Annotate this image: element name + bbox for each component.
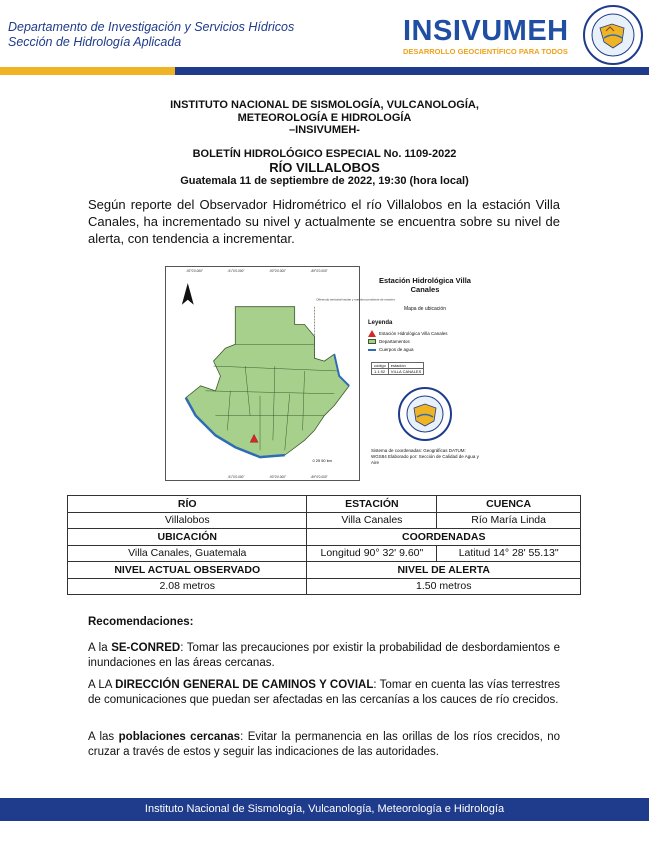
river-name: RÍO VILLALOBOS <box>269 159 380 175</box>
map-legend-panel <box>365 266 485 481</box>
map-title: Estación Hidrológica Villa Canales <box>379 276 471 294</box>
legend-label: Estación Hidrológica Villa Canales <box>379 331 448 336</box>
station-marker-icon <box>368 330 376 337</box>
recommendation-conred <box>88 641 560 671</box>
station-info-table <box>67 495 581 595</box>
station-code-table <box>371 362 424 375</box>
table-header: CUENCA <box>437 496 581 513</box>
table-cell: Villa Canales <box>307 512 437 529</box>
department-swatch-icon <box>368 339 376 344</box>
department-name <box>8 20 294 50</box>
section-line: Sección de Hidrología Aplicada <box>8 35 182 49</box>
header-stripe <box>0 67 649 75</box>
logo-tagline: DESARROLLO GEOCIENTÍFICO PARA TODOS <box>403 47 568 56</box>
stripe-yellow <box>0 67 175 75</box>
rec-prefix: A LA <box>88 679 116 691</box>
insivumeh-seal-icon <box>397 386 453 442</box>
bulletin-date: Guatemala 11 de septiembre de 2022, 19:30 (hora local) <box>180 174 469 187</box>
recommendation-poblaciones <box>88 730 560 760</box>
bulletin-heading <box>0 148 649 187</box>
table-row <box>68 512 581 529</box>
table-header: NIVEL ACTUAL OBSERVADO <box>68 562 307 579</box>
rec-prefix: A las <box>88 731 119 743</box>
rec-prefix: A la <box>88 642 112 654</box>
table-header: estación <box>388 363 423 369</box>
table-header: código <box>372 363 389 369</box>
table-cell: Villalobos <box>68 512 307 529</box>
table-header: RÍO <box>68 496 307 513</box>
legend-label: Departamentos <box>379 339 410 344</box>
table-header: NIVEL DE ALERTA <box>307 562 581 579</box>
table-cell: 1.50 metros <box>307 578 581 595</box>
table-cell: Latitud 14° 28' 55.13" <box>437 545 581 562</box>
lon-label-bottom: -90°0'0.000" <box>268 474 287 479</box>
table-cell: Villa Canales, Guatemala <box>68 545 307 562</box>
header <box>0 0 649 70</box>
lon-label-top: -89°0'0.000" <box>310 269 328 274</box>
bulletin-number: BOLETÍN HIDROLÓGICO ESPECIAL No. 1109-2022 <box>192 148 457 160</box>
recommendations-title: Recomendaciones: <box>88 616 194 628</box>
table-row <box>68 578 581 595</box>
map-notes: Sistema de coordenadas: Geográficas DATUM: WGS84 Elaborado por: Sección de Calidad de Agua y Aire <box>371 448 479 465</box>
footer: Instituto Nacional de Sismología, Vulcanología, Meteorología e Hidrología <box>0 798 649 821</box>
map-subtitle: Mapa de ubicación <box>404 306 446 312</box>
inset-note: Diferendo territorial insular y marítimo pendiente de resolver <box>316 297 395 302</box>
lon-label-bottom: -89°0'0.000" <box>310 474 328 479</box>
institute-acronym: –INSIVUMEH- <box>289 124 360 136</box>
legend-item <box>368 339 410 344</box>
legend-item <box>368 347 414 352</box>
scale-bar: 0 25 50 km <box>312 458 332 464</box>
table-row <box>68 562 581 579</box>
table-cell: 1.1.92 <box>372 369 389 375</box>
legend-heading: Leyenda <box>368 320 393 326</box>
legend-label: Cuerpos de agua <box>379 347 414 352</box>
lon-label-bottom: -91°0'0.000" <box>227 474 245 479</box>
table-row <box>68 545 581 562</box>
rec-entity: SE-CONRED <box>111 642 181 654</box>
table-header: COORDENADAS <box>307 529 581 546</box>
institute-title <box>0 99 649 137</box>
lon-label-top: -92°0'0.000" <box>185 269 203 274</box>
table-row <box>68 529 581 546</box>
stripe-blue <box>175 67 649 75</box>
table-row <box>68 496 581 513</box>
insivumeh-seal-icon <box>582 4 644 66</box>
rec-entity: DIRECCIÓN GENERAL DE CAMINOS Y COVIAL <box>115 679 374 691</box>
legend-item <box>368 330 447 337</box>
water-swatch-icon <box>368 349 376 351</box>
rec-text: : Tomar en cuenta las vías terrestres de comunicaciones que puedan ser afectadas en las cercanías a los cauces de río crecidos. <box>88 679 560 706</box>
table-header: UBICACIÓN <box>68 529 307 546</box>
institute-line: INSTITUTO NACIONAL DE SISMOLOGÍA, VULCANOLOGÍA, <box>170 99 479 111</box>
table-cell: VILLA CANALES <box>388 369 423 375</box>
rec-entity: poblaciones cercanas <box>118 731 241 743</box>
department-line: Departamento de Investigación y Servicios Hídricos <box>8 20 295 34</box>
rec-text: : Evitar la permanencia en las orillas de los ríos crecidos, no cruzar a través de estos y seguir las indicaciones de las autoridades. <box>88 731 560 758</box>
recommendation-caminos <box>88 678 560 708</box>
institute-line: METEOROLOGÍA E HIDROLOGÍA <box>237 111 412 124</box>
table-header: ESTACIÓN <box>307 496 437 513</box>
rec-text: : Tomar las precauciones por existir la probabilidad de desbordamientos e inundaciones en las áreas cercanas. <box>88 642 560 669</box>
table-cell: 2.08 metros <box>68 578 307 595</box>
logo-text: INSIVUMEH <box>403 15 569 47</box>
table-cell: Río María Linda <box>437 512 581 529</box>
lon-label-top: -91°0'0.000" <box>227 269 245 274</box>
lon-label-top: -90°0'0.000" <box>268 269 287 274</box>
table-cell: Longitud 90° 32' 9.60" <box>307 545 437 562</box>
intro-paragraph: Según reporte del Observador Hidrométrico el río Villalobos en la estación Villa Canales, ha incrementado su nivel y actualmente se encuentra sobre su nivel de alerta, con tendencia a incrementar. <box>88 197 560 246</box>
